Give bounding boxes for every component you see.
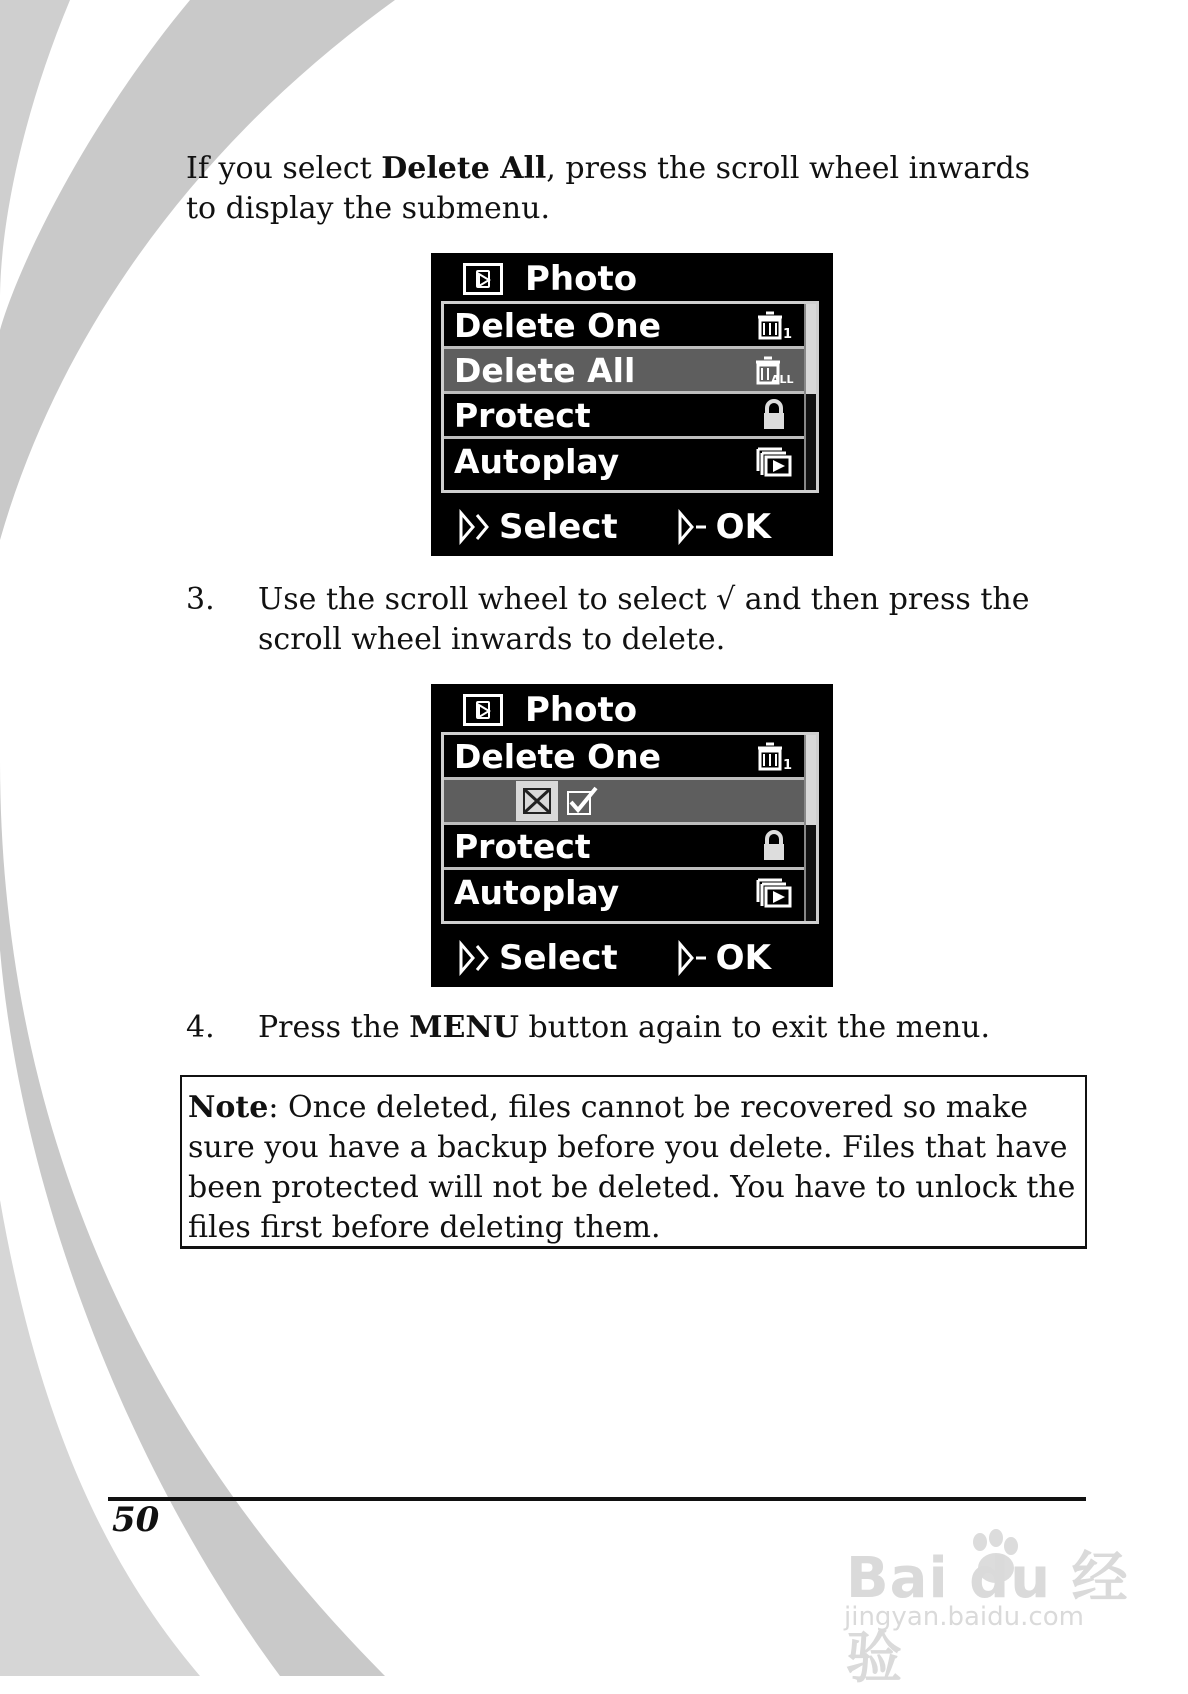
delete-one-icon bbox=[754, 307, 794, 343]
intro-text-post: , press the scroll wheel inwards to display the submenu. bbox=[186, 151, 1031, 226]
screen-title: Photo bbox=[525, 259, 638, 299]
menu-item-label: Protect bbox=[454, 395, 591, 435]
menu-item-label: Autoplay bbox=[454, 873, 620, 912]
footer-select bbox=[457, 938, 618, 978]
step-4-text-pre: Press the bbox=[258, 1010, 410, 1045]
step-3-number: 3. bbox=[186, 582, 215, 617]
menu-item-label: Delete All bbox=[454, 350, 636, 390]
menu-item-protect[interactable] bbox=[444, 394, 806, 439]
delete-confirm-row[interactable] bbox=[444, 780, 806, 825]
step-4-number: 4. bbox=[186, 1010, 215, 1045]
footer-ok-label: OK bbox=[715, 938, 771, 978]
footer-select-label: Select bbox=[499, 938, 618, 978]
menu-scrollbar[interactable] bbox=[804, 304, 816, 490]
camera-screen-delete-all bbox=[431, 253, 833, 556]
camera-screen-confirm bbox=[431, 684, 833, 987]
menu-item-protect[interactable] bbox=[444, 825, 806, 870]
autoplay-icon bbox=[754, 875, 794, 911]
footer-rule bbox=[108, 1497, 1086, 1501]
delete-one-icon bbox=[754, 738, 794, 774]
screen-footer bbox=[457, 936, 817, 980]
watermark-brand: Bai du 经验 bbox=[846, 1546, 1129, 1691]
scroll-wheel-icon bbox=[457, 940, 491, 976]
scrollbar-thumb[interactable] bbox=[806, 735, 816, 825]
cancel-icon[interactable] bbox=[516, 781, 558, 821]
step-4-text-post: button again to exit the menu. bbox=[518, 1010, 991, 1045]
press-wheel-icon bbox=[676, 509, 710, 545]
screen-header bbox=[463, 690, 637, 730]
menu-list bbox=[441, 732, 819, 924]
note-box bbox=[180, 1075, 1087, 1249]
menu-item-delete-one[interactable] bbox=[444, 304, 806, 349]
footer-select-label: Select bbox=[499, 507, 618, 547]
svg-text:1: 1 bbox=[783, 327, 793, 342]
menu-scrollbar[interactable] bbox=[804, 735, 816, 921]
confirm-check-icon[interactable] bbox=[562, 783, 602, 819]
menu-item-delete-one[interactable] bbox=[444, 735, 806, 780]
lock-icon bbox=[754, 828, 794, 864]
menu-item-delete-all[interactable] bbox=[444, 349, 806, 394]
menu-item-label: Protect bbox=[454, 826, 591, 866]
intro-paragraph bbox=[186, 149, 1046, 229]
lock-icon bbox=[754, 397, 794, 433]
note-text: : Once deleted, files cannot be recovered so make sure you have a backup before you delete. Files that have been protected will not be deleted. You have to unlock the files first before deleting them. bbox=[188, 1090, 1076, 1245]
screen-footer bbox=[457, 505, 817, 549]
note-label: Note bbox=[188, 1090, 269, 1125]
press-wheel-icon bbox=[676, 940, 710, 976]
svg-text:ALL: ALL bbox=[771, 373, 794, 386]
menu-item-label: Autoplay bbox=[454, 442, 620, 481]
step-4-bold-menu: MENU bbox=[409, 1010, 519, 1045]
watermark-url: jingyan.baidu.com bbox=[844, 1602, 1084, 1632]
footer-ok bbox=[676, 938, 771, 978]
delete-all-icon bbox=[754, 352, 794, 388]
menu-list bbox=[441, 301, 819, 493]
step-3-text: Use the scroll wheel to select √ and then press the scroll wheel inwards to delete. bbox=[258, 582, 1030, 657]
menu-item-label: Delete One bbox=[454, 736, 662, 776]
page-number: 50 bbox=[112, 1500, 160, 1540]
playback-mode-icon bbox=[463, 263, 503, 295]
screen-header bbox=[463, 259, 637, 299]
menu-item-label: Delete One bbox=[454, 305, 662, 345]
scrollbar-thumb[interactable] bbox=[806, 304, 816, 394]
menu-item-autoplay[interactable] bbox=[444, 870, 806, 915]
footer-select bbox=[457, 507, 618, 547]
menu-item-autoplay[interactable] bbox=[444, 439, 806, 484]
step-4-text bbox=[258, 1008, 1078, 1048]
footer-ok bbox=[676, 507, 771, 547]
scroll-wheel-icon bbox=[457, 509, 491, 545]
intro-text-pre: If you select bbox=[186, 151, 382, 186]
playback-mode-icon bbox=[463, 694, 503, 726]
svg-text:1: 1 bbox=[783, 758, 793, 773]
footer-ok-label: OK bbox=[715, 507, 771, 547]
watermark bbox=[842, 1528, 1142, 1691]
autoplay-icon bbox=[754, 444, 794, 480]
screen-title: Photo bbox=[525, 690, 638, 730]
intro-bold-delete-all: Delete All bbox=[381, 151, 547, 186]
